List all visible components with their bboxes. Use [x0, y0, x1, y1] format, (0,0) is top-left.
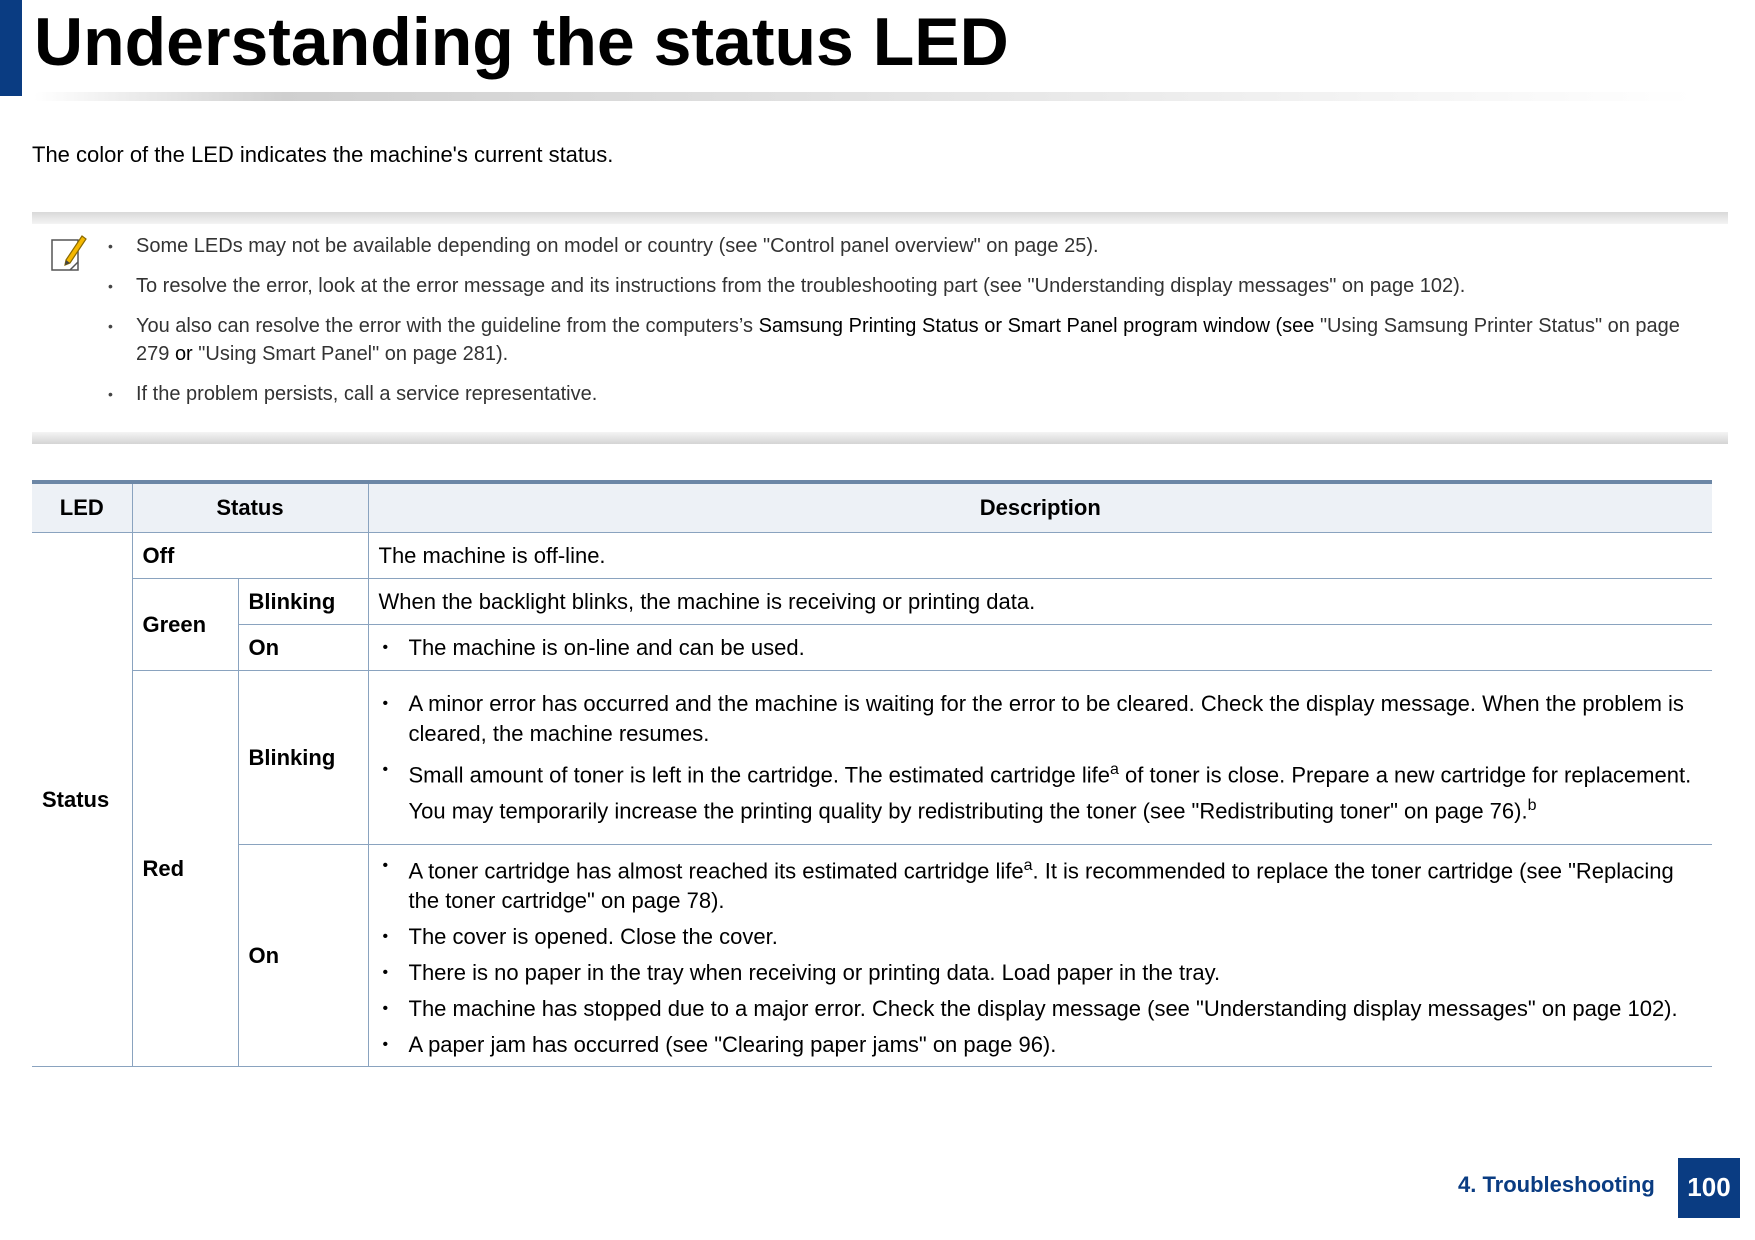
intro-text: The color of the LED indicates the machine's current status.: [32, 142, 614, 167]
table-header-row: [32, 482, 1712, 533]
table-row: [32, 671, 1712, 845]
pencil-note-icon: [48, 232, 88, 276]
status-green-on: On: [238, 625, 368, 671]
description-red-on: [368, 845, 1712, 1067]
header-description: Description: [368, 482, 1712, 533]
description-red-blinking: [368, 671, 1712, 845]
note-text-program: Samsung Printing Status or Smart Panel program window (see: [758, 315, 1320, 337]
table-row: [32, 845, 1712, 1067]
footnote-marker: a: [1110, 761, 1119, 779]
table-row: [32, 579, 1712, 625]
note-item: • Some LEDs may not be available depending on model or country (see "Control panel overview" on page 25).: [136, 232, 1716, 260]
list-item: • The machine has stopped due to a major error. Check the display message (see "Understanding display messages" on page 102).: [379, 994, 1703, 1024]
note-item: • If the problem persists, call a service representative.: [136, 380, 1716, 408]
note-item: [136, 312, 1716, 368]
description-green-on: [368, 625, 1712, 671]
list-item: [379, 755, 1703, 826]
led-status-table: [32, 480, 1712, 1067]
description-green-blinking: When the backlight blinks, the machine is receiving or printing data.: [368, 579, 1712, 625]
list-item: • The machine is on-line and can be used.: [379, 633, 1703, 663]
chapter-accent-bar: [0, 0, 22, 96]
table-row: [32, 625, 1712, 671]
list-item: [379, 851, 1703, 916]
header-led: LED: [32, 482, 132, 533]
header-status: Status: [132, 482, 368, 533]
description-off: The machine is off-line.: [368, 533, 1712, 579]
status-off: Off: [132, 533, 368, 579]
list-item: • A minor error has occurred and the machine is waiting for the error to be cleared. Check the display message. When the problem is cleared, the machine resumes.: [379, 689, 1703, 749]
list-item: • A paper jam has occurred (see "Clearing paper jams" on page 96).: [379, 1030, 1703, 1060]
list-item-text: Small amount of toner is left in the cartridge. The estimated cartridge life: [408, 762, 1110, 788]
list-item: • The cover is opened. Close the cover.: [379, 922, 1703, 952]
footnote-marker: a: [1023, 857, 1033, 874]
note-bottom-border: [32, 432, 1728, 444]
note-item: • To resolve the error, look at the error message and its instructions from the troubleshooting part (see "Understanding display messages" on page 102).: [136, 272, 1716, 300]
color-red: Red: [132, 671, 238, 1067]
note-top-border: [32, 212, 1728, 224]
note-link-smart-panel[interactable]: "Using Smart Panel" on page 281).: [192, 343, 509, 365]
note-text: You also can resolve the error with the guideline from the computers’s: [136, 315, 759, 337]
footnote-marker: b: [1527, 796, 1537, 814]
note-list: [136, 232, 1716, 420]
status-green-blinking: Blinking: [238, 579, 368, 625]
led-name-cell: Status: [32, 533, 132, 1067]
title-underline: [34, 92, 1694, 101]
note-link-printer-status[interactable]: "Using Samsung Printer Status" on page 279: [136, 315, 1680, 365]
list-item: • There is no paper in the tray when receiving or printing data. Load paper in the tray.: [379, 958, 1703, 988]
note-text-or: or: [174, 343, 193, 365]
color-green: Green: [132, 579, 238, 671]
status-red-blinking: Blinking: [238, 671, 368, 845]
status-red-on: On: [238, 845, 368, 1067]
table-row: [32, 533, 1712, 579]
list-item-text: . It is recommended to replace the toner cartridge (see "Replacing the toner cartridge" on page 78).: [408, 858, 1674, 914]
list-item-text: of toner is close. Prepare a new cartridge for replacement. You may temporarily increase the printing quality by redistributing the toner (see "Redistributing toner" on page 76).: [408, 762, 1692, 823]
list-item-text: A toner cartridge has almost reached its estimated cartridge life: [408, 858, 1024, 884]
footer-chapter-label: 4. Troubleshooting: [1458, 1172, 1655, 1197]
page-number: 100: [1678, 1158, 1740, 1218]
page-title: Understanding the status LED: [34, 4, 1009, 80]
